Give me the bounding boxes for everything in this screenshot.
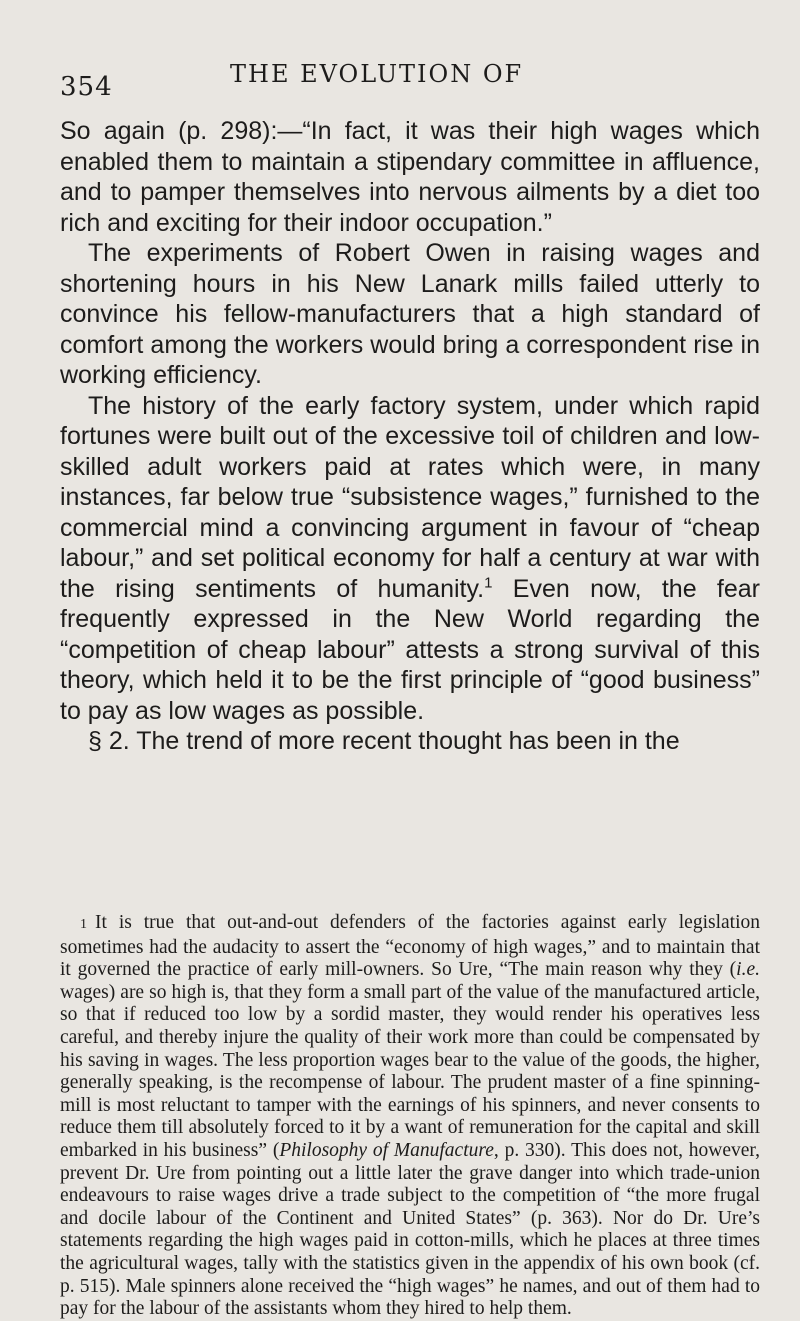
footnote-text-c: , p. 330). This does not, however, prevent Dr. Ure from pointing out a little later the grave danger into which trade-union endeavours to raise wages drive a trade subject to the competition of “the more frugal and docile labour of the Continent and United States” (p. 363). Nor do Dr. Ure’s statements regarding the high wages paid in cotton-mills, which he places at three times the agricultural wages, tally with the statistics given in the appendix of his own book (cf. p. 515). Male spinners alone received the “high wages” he names, and out of them had to pay for the labour of the assistants whom they hired to help them. [60,1139,761,1320]
footnote-reference: 1 [484,574,493,592]
paragraph-3-part-b: Even now, the fear frequently expressed in the New World regarding the “competition of cheap labour” attests a strong survival of this theory, which held it to be the first principle of “good business” to pay as low wages as possible. [60,574,761,725]
running-head: THE EVOLUTION OF [230,60,524,88]
footnote-mark: 1 [80,917,87,932]
page-header [60,0,760,102]
footnote-book-title: Philosophy of Manufacture [279,1139,494,1161]
paragraph-3 [60,391,760,727]
page-number: 354 [60,72,113,102]
footnote-text-a: It is true that out-and-out defenders of the factories against early legislation sometimes had the audacity to assert the “economy of high wages,” and to maintain that it governed the practice of early mill-owners. So Ure, “The main reason why they ( [60,912,760,981]
paragraph-3-part-a: The history of the early factory system, under which rapid fortunes were built out of the excessive toil of children and low-skilled adult workers paid at rates which were, in many instances, far below true “subsistence wages,” furnished to the commercial mind a convincing argument in favour of “cheap labour,” and set political economy for half a century at war with the rising sentiments of humanity. [60,391,760,603]
body-text [60,116,760,757]
footnote-1 [60,912,760,1321]
paragraph-1: So again (p. 298):—“In fact, it was their high wages which enabled them to maintain a stipendary committee in affluence, and to pamper themselves into nervous ailments by a diet too rich and exciting for their indoor occupation.” [60,117,760,237]
footnote-text-b: wages) are so high is, that they form a small part of the value of the manufactured article, so that if reduced too low by a sordid master, they would render his operatives less careful, and thereby injure the quality of their work more than could be compensated by his saving in wages. The less proportion wages bear to the value of the goods, the higher, generally speaking, is the recompense of labour. The prudent master of a fine spinning-mill is most reluctant to tamper with the earnings of his spinners, and never consents to reduce them till absolutely forced to it by a want of remuneration for the capital and skill embarked in his business” ( [60,981,760,1161]
footnotes [60,912,760,1321]
paragraph-2: The experiments of Robert Owen in raising wages and shortening hours in his New Lanark mills failed utterly to convince his fellow-manufacturers that a high standard of comfort among the workers would bring a correspondent rise in working efficiency. [60,239,760,389]
section-2-start: § 2. The trend of more recent thought has been in the [88,727,680,755]
footnote-ie: i.e. [736,959,760,981]
